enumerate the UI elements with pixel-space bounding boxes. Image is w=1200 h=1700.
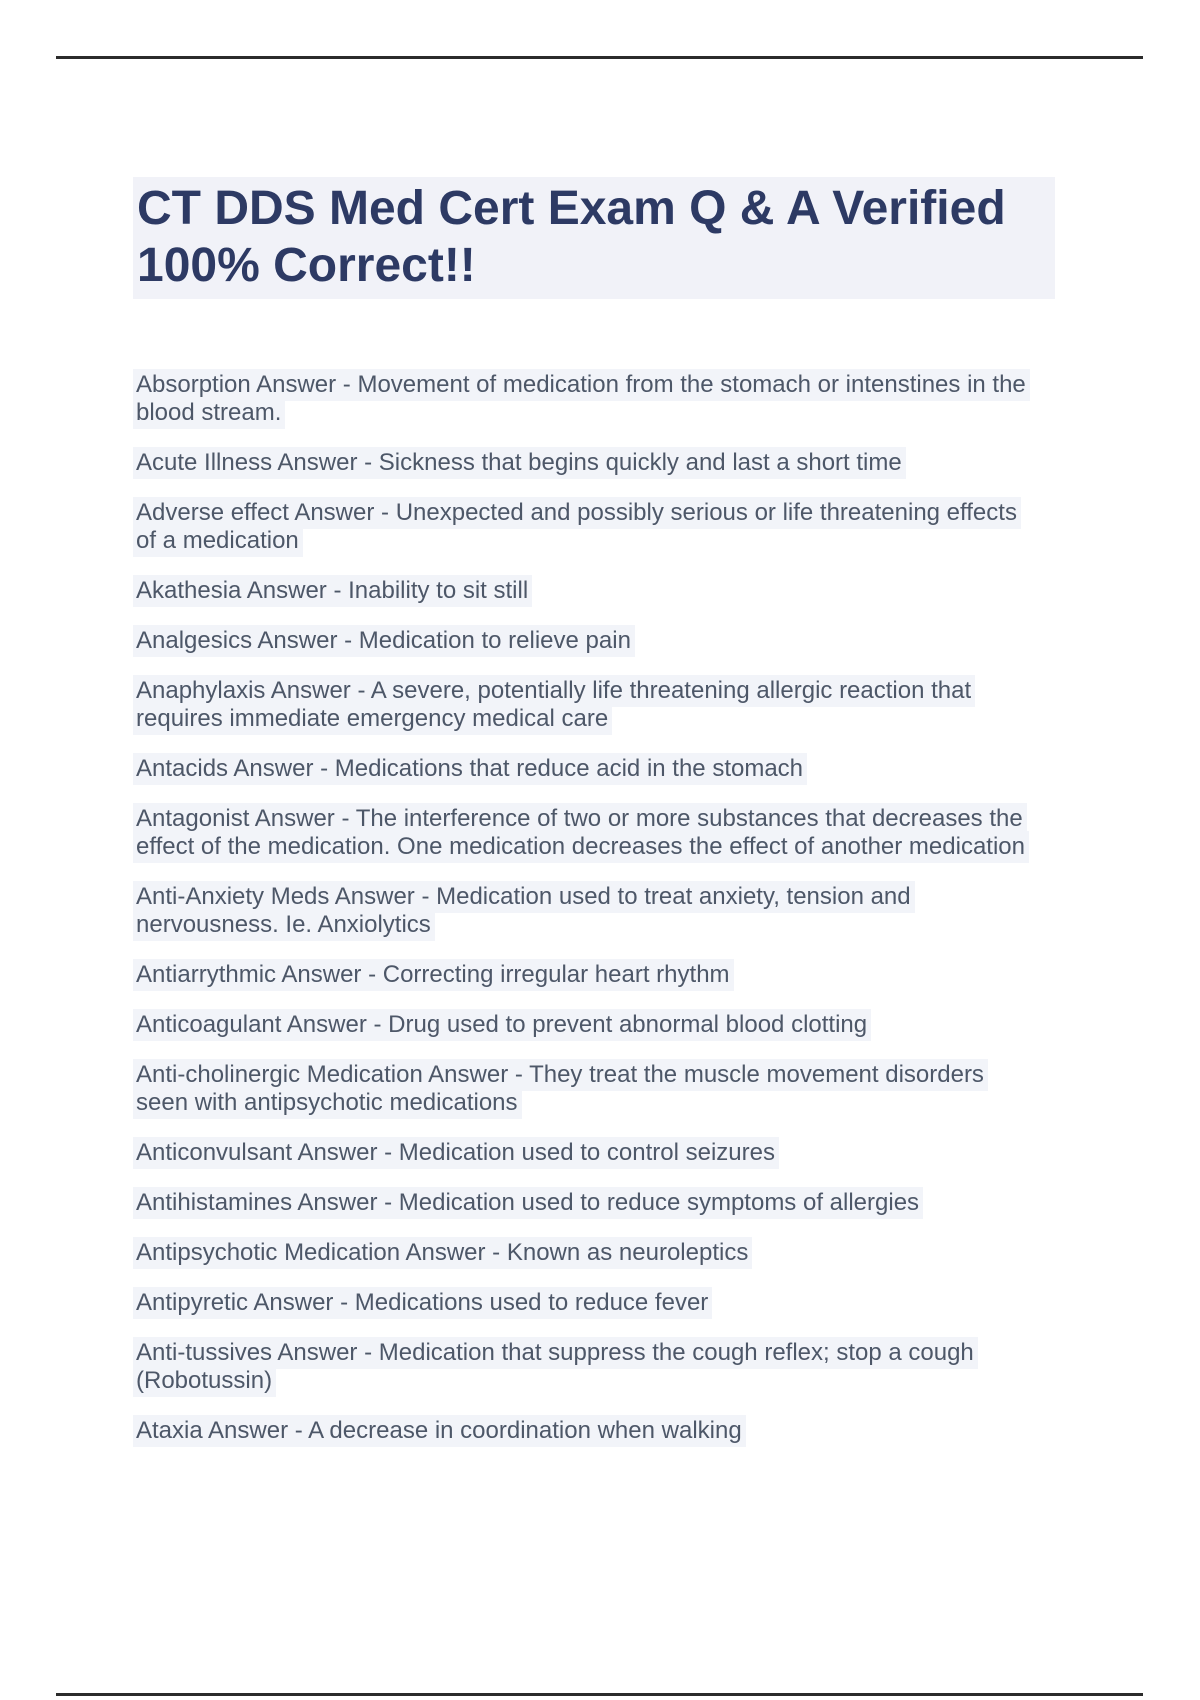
definition-text: Medication to relieve pain	[358, 627, 631, 654]
definition-text: The interference of two or more substances that decreases the effect of the medication. One medication decreases the effect of another medication	[136, 805, 1025, 860]
qa-item	[133, 1289, 1041, 1317]
qa-item	[133, 449, 1041, 477]
term-text: Ataxia	[136, 1417, 203, 1444]
definition-text: Medications used to reduce fever	[354, 1289, 709, 1316]
qa-item	[133, 1239, 1041, 1267]
qa-item	[133, 1011, 1041, 1039]
definition-text: Correcting irregular heart rhythm	[382, 961, 730, 988]
definition-text: Medication that suppress the cough reflex; stop a cough (Robotussin)	[136, 1339, 974, 1394]
qa-text	[133, 1237, 752, 1269]
qa-text	[133, 1137, 779, 1169]
answer-label: Answer -	[297, 1139, 393, 1166]
definition-text: Unexpected and possibly serious or life threatening effects of a medication	[136, 499, 1017, 554]
term-text: Anti-tussives	[136, 1339, 273, 1366]
term-text: Antipyretic	[136, 1289, 249, 1316]
answer-label: Answer -	[208, 1417, 303, 1444]
answer-label: Answer -	[428, 1061, 523, 1088]
qa-item	[133, 677, 1041, 733]
term-text: Analgesics	[136, 627, 253, 654]
term-text: Adverse effect	[136, 499, 289, 526]
answer-label: Answer -	[281, 961, 377, 988]
qa-item	[133, 371, 1041, 427]
definition-text: Medication used to reduce symptoms of allergies	[398, 1189, 920, 1216]
qa-text	[133, 1187, 923, 1219]
qa-item	[133, 627, 1041, 655]
qa-text	[133, 1337, 978, 1397]
definition-text: They treat the muscle movement disorders seen with antipsychotic medications	[136, 1061, 984, 1116]
qa-item	[133, 961, 1041, 989]
qa-item	[133, 1061, 1041, 1117]
definition-text: Drug used to prevent abnormal blood clotting	[388, 1011, 868, 1038]
term-text: Anti-cholinergic Medication	[136, 1061, 423, 1088]
answer-label: Answer -	[256, 371, 351, 398]
answer-label: Answer -	[277, 1339, 373, 1366]
answer-label: Answer -	[257, 627, 353, 654]
bottom-rule	[56, 1693, 1143, 1696]
qa-item	[133, 805, 1041, 861]
term-text: Anaphylaxis	[136, 677, 266, 704]
qa-item	[133, 577, 1041, 605]
qa-item	[133, 1417, 1041, 1445]
answer-label: Answer -	[254, 805, 350, 832]
qa-item	[133, 499, 1041, 555]
term-text: Antagonist	[136, 805, 250, 832]
definition-text: Medication used to treat anxiety, tension and nervousness. Ie. Anxiolytics	[136, 883, 911, 938]
term-text: Antihistamines	[136, 1189, 293, 1216]
qa-text	[133, 1415, 746, 1447]
term-text: Antacids	[136, 755, 229, 782]
definition-text: Inability to sit still	[348, 577, 529, 604]
term-text: Anticonvulsant	[136, 1139, 293, 1166]
term-text: Absorption	[136, 371, 251, 398]
answer-label: Answer -	[297, 1189, 393, 1216]
qa-text	[133, 675, 975, 735]
qa-text	[133, 881, 915, 941]
qa-list	[133, 371, 1041, 1467]
qa-text	[133, 1287, 712, 1319]
document-title: CT DDS Med Cert Exam Q & A Verified 100% Correct!!	[133, 177, 1055, 299]
answer-label: Answer -	[233, 755, 329, 782]
qa-text	[133, 959, 734, 991]
qa-text	[133, 625, 635, 657]
answer-label: Answer -	[270, 677, 366, 704]
term-text: Akathesia	[136, 577, 242, 604]
answer-label: Answer -	[294, 499, 390, 526]
qa-text	[133, 1009, 871, 1041]
qa-item	[133, 1189, 1041, 1217]
qa-text	[133, 803, 1029, 863]
qa-text	[133, 497, 1021, 557]
qa-text	[133, 575, 532, 607]
definition-text: Movement of medication from the stomach or intenstines in the blood stream.	[136, 371, 1026, 426]
qa-item	[133, 1139, 1041, 1167]
answer-label: Answer -	[253, 1289, 349, 1316]
qa-item	[133, 1339, 1041, 1395]
answer-label: Answer -	[246, 577, 342, 604]
term-text: Anti-Anxiety Meds	[136, 883, 330, 910]
qa-text	[133, 753, 807, 785]
answer-label: Answer -	[405, 1239, 501, 1266]
definition-text: A severe, potentially life threatening allergic reaction that requires immediate emergency medical care	[136, 677, 972, 732]
qa-item	[133, 755, 1041, 783]
top-rule	[56, 56, 1143, 59]
definition-text: Known as neuroleptics	[506, 1239, 749, 1266]
qa-text	[133, 369, 1030, 429]
term-text: Acute Illness	[136, 449, 273, 476]
qa-text	[133, 447, 906, 479]
answer-label: Answer -	[286, 1011, 382, 1038]
definition-text: A decrease in coordination when walking	[308, 1417, 742, 1444]
term-text: Antiarrythmic	[136, 961, 277, 988]
term-text: Anticoagulant	[136, 1011, 282, 1038]
term-text: Antipsychotic Medication	[136, 1239, 401, 1266]
qa-text	[133, 1059, 988, 1119]
qa-item	[133, 883, 1041, 939]
answer-label: Answer -	[334, 883, 430, 910]
definition-text: Medication used to control seizures	[398, 1139, 775, 1166]
definition-text: Medications that reduce acid in the stomach	[334, 755, 804, 782]
definition-text: Sickness that begins quickly and last a short time	[378, 449, 902, 476]
answer-label: Answer -	[277, 449, 373, 476]
